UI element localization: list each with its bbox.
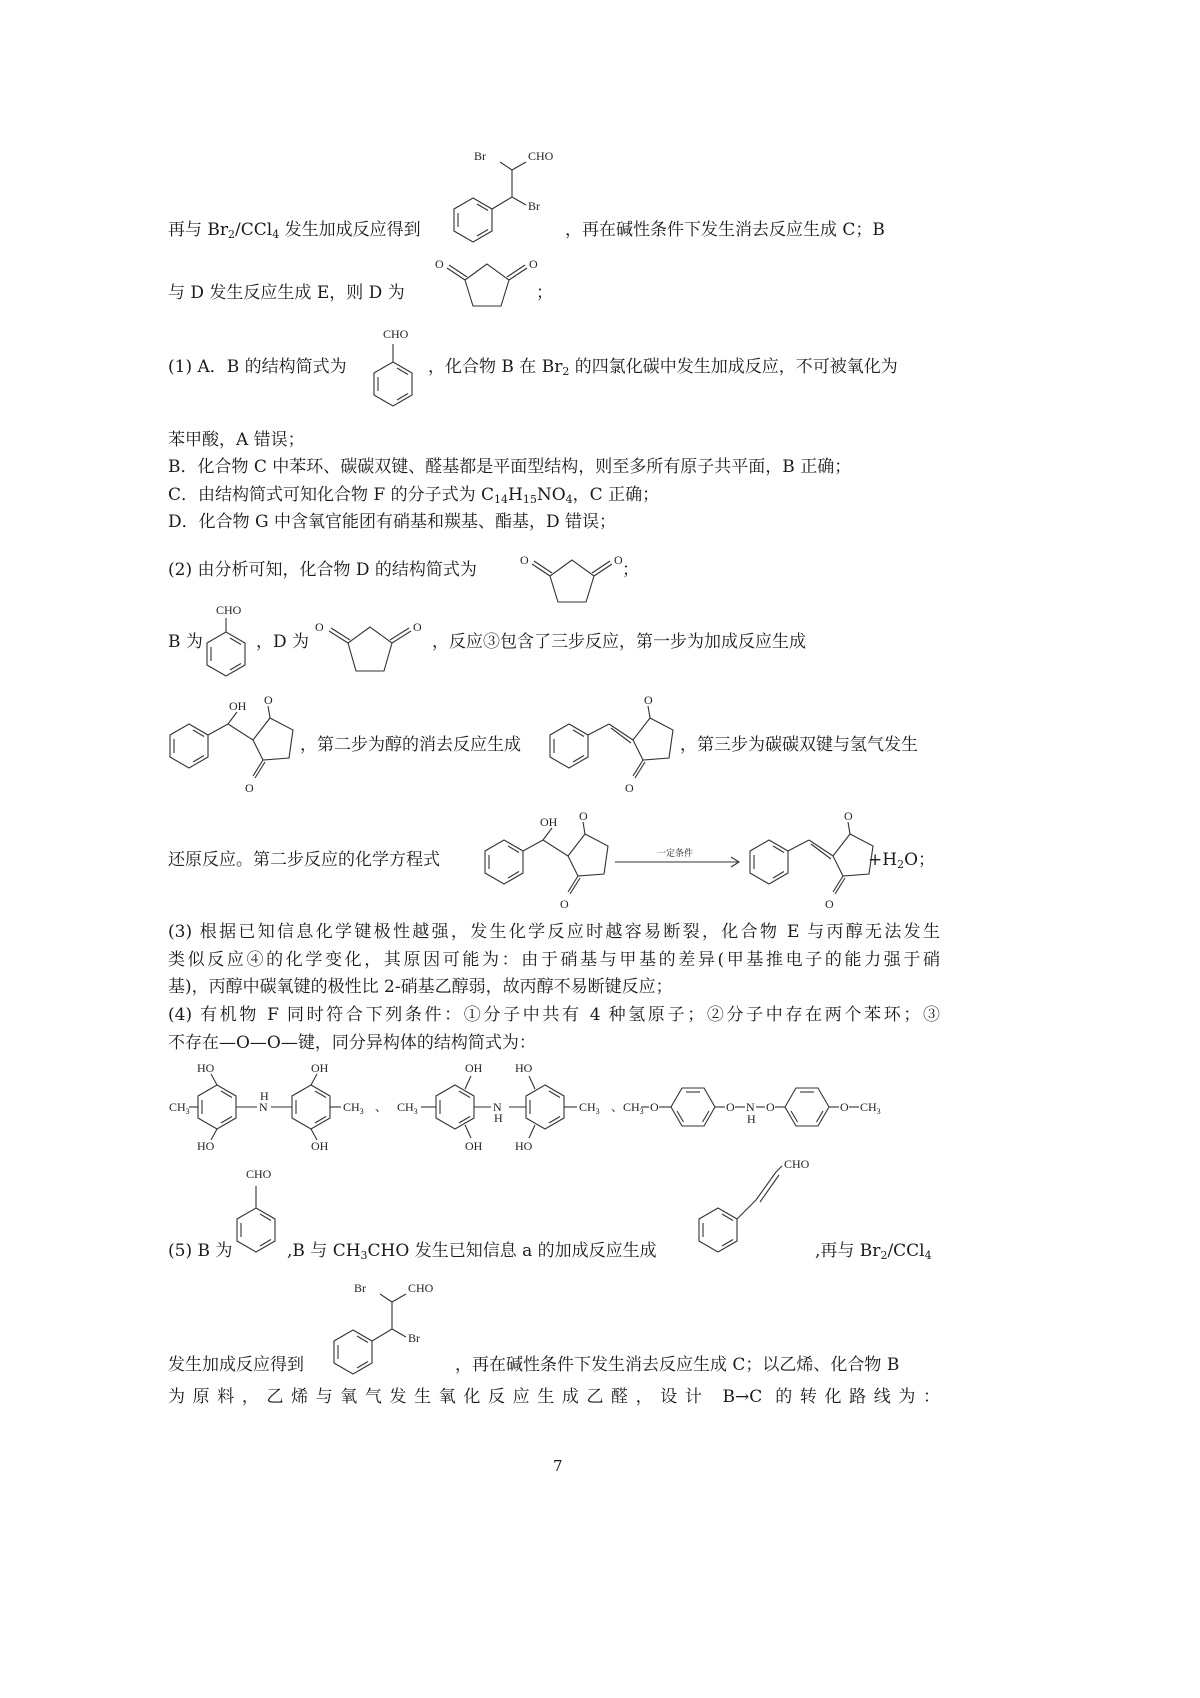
oh-label: OH [465, 1061, 483, 1075]
isomer-2-structure [397, 1061, 623, 1153]
o-label: O [625, 781, 634, 795]
n-label: N [493, 1100, 502, 1114]
br-label: Br [354, 1281, 366, 1295]
cinnamaldehyde-structure [690, 1150, 820, 1260]
h-label: H [747, 1112, 756, 1126]
o-label: O [579, 809, 588, 823]
answer-3-line: 基)，丙醇中碳氧键的极性比 2-硝基乙醇弱，故丙醇不易断键反应； [168, 977, 673, 997]
o-label: O [315, 620, 324, 634]
n-label: N [259, 1100, 268, 1114]
answer-4-line: (4) 有机物 F 同时符合下列条件：①分子中共有 4 种氢原子；②分子中存在两个苯环；③ [168, 1005, 940, 1025]
o-label: O [840, 1100, 849, 1114]
isomer-3-structure [623, 1088, 881, 1126]
answer-5-line: ,B 与 $CH_3CHO$ 发生已知信息 a 的加成反应生成 [287, 1241, 657, 1262]
answer-2-line: 还原反应。第二步反应的化学方程式 [168, 850, 440, 870]
answer-2-line: ，第三步为碳碳双键与氢气发生 [680, 735, 918, 755]
cho-label: CHO [383, 327, 409, 341]
reaction-arrow [615, 850, 743, 870]
o-label: O [264, 693, 273, 707]
o-label: O [413, 620, 422, 634]
o-label: O [766, 1100, 775, 1114]
cho-label: CHO [408, 1281, 434, 1295]
answer-5-line: 为原料，乙烯与氧气发生氧化反应生成乙醛，设计 B→C 的转化路线为： [168, 1387, 940, 1407]
cyclopentanedione-structure [305, 615, 435, 677]
subscript: 3 [595, 1107, 600, 1116]
dibromo-aldehyde-structure [440, 140, 570, 250]
oh-label: OH [540, 815, 558, 829]
separator: 、 [375, 1100, 388, 1114]
o-label: O [650, 1100, 659, 1114]
cho-label: CHO [216, 603, 242, 617]
h-label: H [260, 1089, 269, 1103]
paragraph-line: 再与 $Br_2/CCl_4$ 发生加成反应得到 [168, 220, 421, 241]
answer-2-line: ，D 为 [256, 632, 310, 652]
isomer-structures-row [165, 1060, 945, 1155]
oh-label: OH [229, 699, 247, 713]
ho-label: HO [197, 1061, 215, 1075]
answer-2-line: (2) 由分析可知，化合物 D 的结构简式为 [168, 560, 477, 580]
answer-1-line: (1) A．B 的结构简式为 [168, 357, 347, 377]
o-label: O [726, 1100, 735, 1114]
answer-2-line: ，反应③包含了三步反应，第一步为加成反应生成 [432, 632, 806, 652]
ch3-label: $CH_3$ [169, 1100, 190, 1116]
ch3-label: $CH_3$ [397, 1100, 418, 1116]
answer-3-line: (3) 根据已知信息化学键极性越强，发生化学反应时越容易断裂，化合物 E 与丙醇无法发生 [168, 922, 940, 942]
subscript: 3 [876, 1107, 881, 1116]
cho-label: CHO [784, 1157, 810, 1171]
oh-label: OH [311, 1139, 329, 1153]
ch3-label: $CH_3$ [623, 1100, 644, 1116]
separator: 、 [611, 1100, 624, 1114]
answer-5-line: ，再在碱性条件下发生消去反应生成 C；以乙烯、化合物 B [455, 1355, 900, 1375]
h-label: H [494, 1111, 503, 1125]
paragraph-line: 与 D 发生反应生成 E，则 D 为 [168, 283, 405, 303]
ho-label: HO [515, 1061, 533, 1075]
aldol-adduct-structure [480, 809, 620, 917]
o-label: O [529, 257, 538, 271]
oh-label: OH [465, 1139, 483, 1153]
o-label: O [644, 693, 653, 707]
o-label: O [520, 553, 529, 567]
answer-5-line: 发生加成反应得到 [168, 1355, 304, 1375]
ch3-label: $CH_3$ [579, 1100, 600, 1116]
subscript: 3 [413, 1107, 418, 1116]
ch3-label: $CH_3$ [860, 1100, 881, 1116]
page-number: 7 [553, 1457, 563, 1475]
o-label: O [825, 897, 834, 911]
subscript: 3 [185, 1107, 190, 1116]
ho-label: HO [197, 1139, 215, 1153]
paragraph-line: ； [536, 283, 553, 303]
benzaldehyde-structure [365, 322, 435, 417]
answer-2-line: ，第二步为醇的消去反应生成 [300, 735, 521, 755]
option-c-line: C．由结构简式可知化合物 F 的分子式为 $C_{14}H_{15}NO_4$，C 正确； [168, 485, 660, 506]
answer-1-line: 苯甲酸，A 错误； [168, 430, 305, 450]
cho-label: CHO [246, 1167, 272, 1181]
benzylidene-dione-structure [745, 809, 880, 917]
ho-label: HO [515, 1139, 533, 1153]
o-label: O [560, 897, 569, 911]
benzylidene-dione-structure [545, 693, 685, 805]
br-label: Br [474, 149, 486, 163]
paragraph-line: ，再在碱性条件下发生消去反应生成 C；B [565, 220, 885, 240]
o-label: O [245, 781, 254, 795]
cyclopentanedione-structure [510, 548, 635, 608]
subscript: 3 [639, 1107, 644, 1116]
option-d-line: D．化合物 G 中含氧官能团有硝基和羰基、酯基，D 错误； [168, 512, 617, 532]
answer-1-line: ，化合物 B 在 $Br_2$ 的四氯化碳中发生加成反应，不可被氧化为 [428, 357, 898, 378]
cho-label: CHO [528, 149, 554, 163]
cyclopentanedione-structure [425, 252, 550, 312]
dibromo-aldehyde-structure [320, 1270, 450, 1380]
subscript: 3 [359, 1107, 364, 1116]
ch3-label: $CH_3$ [343, 1100, 364, 1116]
n-label: N [746, 1100, 755, 1114]
condition-label: 一定条件 [657, 848, 694, 858]
answer-5-line: ,再与 $Br_2/CCl_4$ [815, 1241, 932, 1262]
answer-2-line: ； [622, 560, 639, 580]
o-label: O [844, 809, 853, 823]
aldol-adduct-structure [165, 693, 305, 805]
answer-4-line: 不存在—O—O—键，同分异构体的结构简式为： [168, 1033, 536, 1053]
o-label: O [614, 553, 623, 567]
br-label: Br [408, 1331, 420, 1345]
o-label: O [435, 257, 444, 271]
option-b-line: B．化合物 C 中苯环、碳碳双键、醛基都是平面型结构，则至多所有原子共平面，B 正确； [168, 457, 852, 477]
br-label: Br [528, 199, 540, 213]
answer-3-line: 类似反应④的化学变化，其原因可能为：由于硝基与甲基的差异(甲基推电子的能力强于硝 [168, 950, 940, 970]
answer-2-line: B 为 [168, 632, 203, 652]
water-product: $+H_2O$； [868, 850, 936, 871]
oh-label: OH [311, 1061, 329, 1075]
isomer-1-structure [169, 1061, 387, 1153]
answer-5-line: (5) B 为 [168, 1241, 233, 1261]
